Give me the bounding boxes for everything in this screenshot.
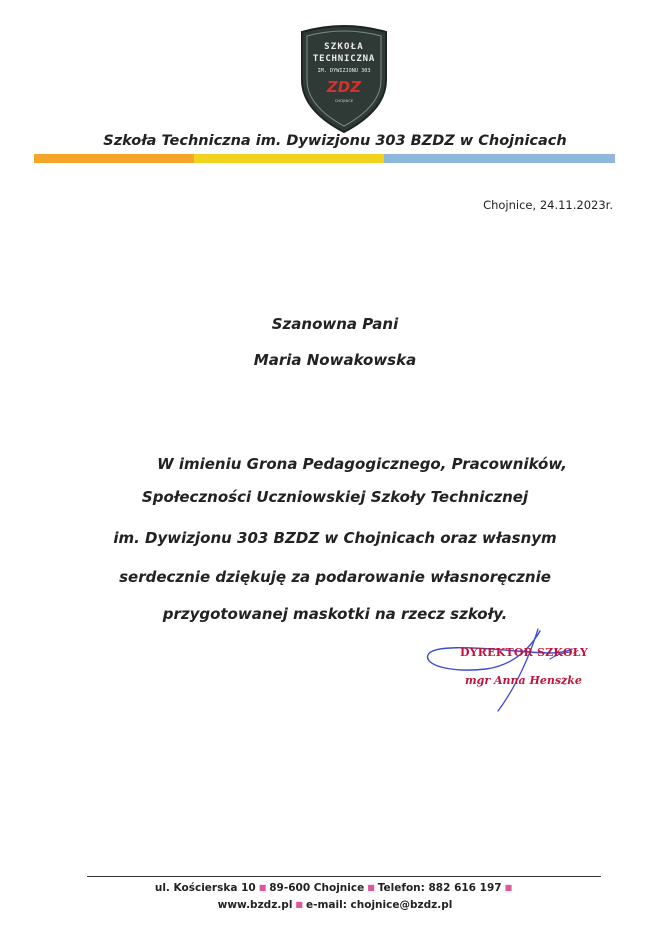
recipient-name: Maria Nowakowska [253,351,417,369]
stamp-name: mgr Anna Henszke [465,674,582,687]
separator-dot-icon: ■ [258,883,267,892]
separator-dot-icon: ■ [295,900,303,909]
footer-contact [0,899,670,911]
body-line: serdecznie dziękuję za podarowanie własnoręcznie [119,568,551,586]
footer-street: ul. Kościerska 10 [154,882,256,894]
footer-email: e-mail: chojnice@bzdz.pl [305,899,453,911]
footer-city: 89-600 Chojnice [269,882,365,894]
footer-divider [87,876,601,877]
salutation: Szanowna Pani [271,315,399,333]
footer-address [0,882,670,894]
letter-date: Chojnice, 24.11.2023r. [483,198,613,212]
logo-mark: ZDZ [326,78,362,96]
body-line: W imieniu Grona Pedagogicznego, Pracowników, [157,455,567,473]
school-name: Szkoła Techniczna im. Dywizjonu 303 BZDZ w Chojnicach [103,133,567,149]
logo-line-3: IM. DYWIZJONU 303 [317,68,371,74]
stripe-yellow [194,154,384,163]
handwritten-signature [420,625,590,715]
header-color-stripe [34,154,615,163]
stripe-orange [34,154,194,163]
footer-website: www.bzdz.pl [217,899,293,911]
school-logo [298,22,390,134]
separator-dot-icon: ■ [504,883,513,892]
logo-sub: CHOJNICE [334,98,354,103]
body-line: Społeczności Uczniowskiej Szkoły Technicznej [141,488,529,506]
logo-line-2: TECHNICZNA [312,54,376,64]
footer-phone: Telefon: 882 616 197 [377,882,502,894]
stamp-title: DYREKTOR SZKOŁY [460,646,588,659]
stripe-blue [384,154,615,163]
separator-dot-icon: ■ [367,883,375,892]
logo-line-1: SZKOŁA [324,42,364,52]
body-line: przygotowanej maskotki na rzecz szkoły. [162,605,508,623]
body-line: im. Dywizjonu 303 BZDZ w Chojnicach oraz własnym [113,529,557,547]
